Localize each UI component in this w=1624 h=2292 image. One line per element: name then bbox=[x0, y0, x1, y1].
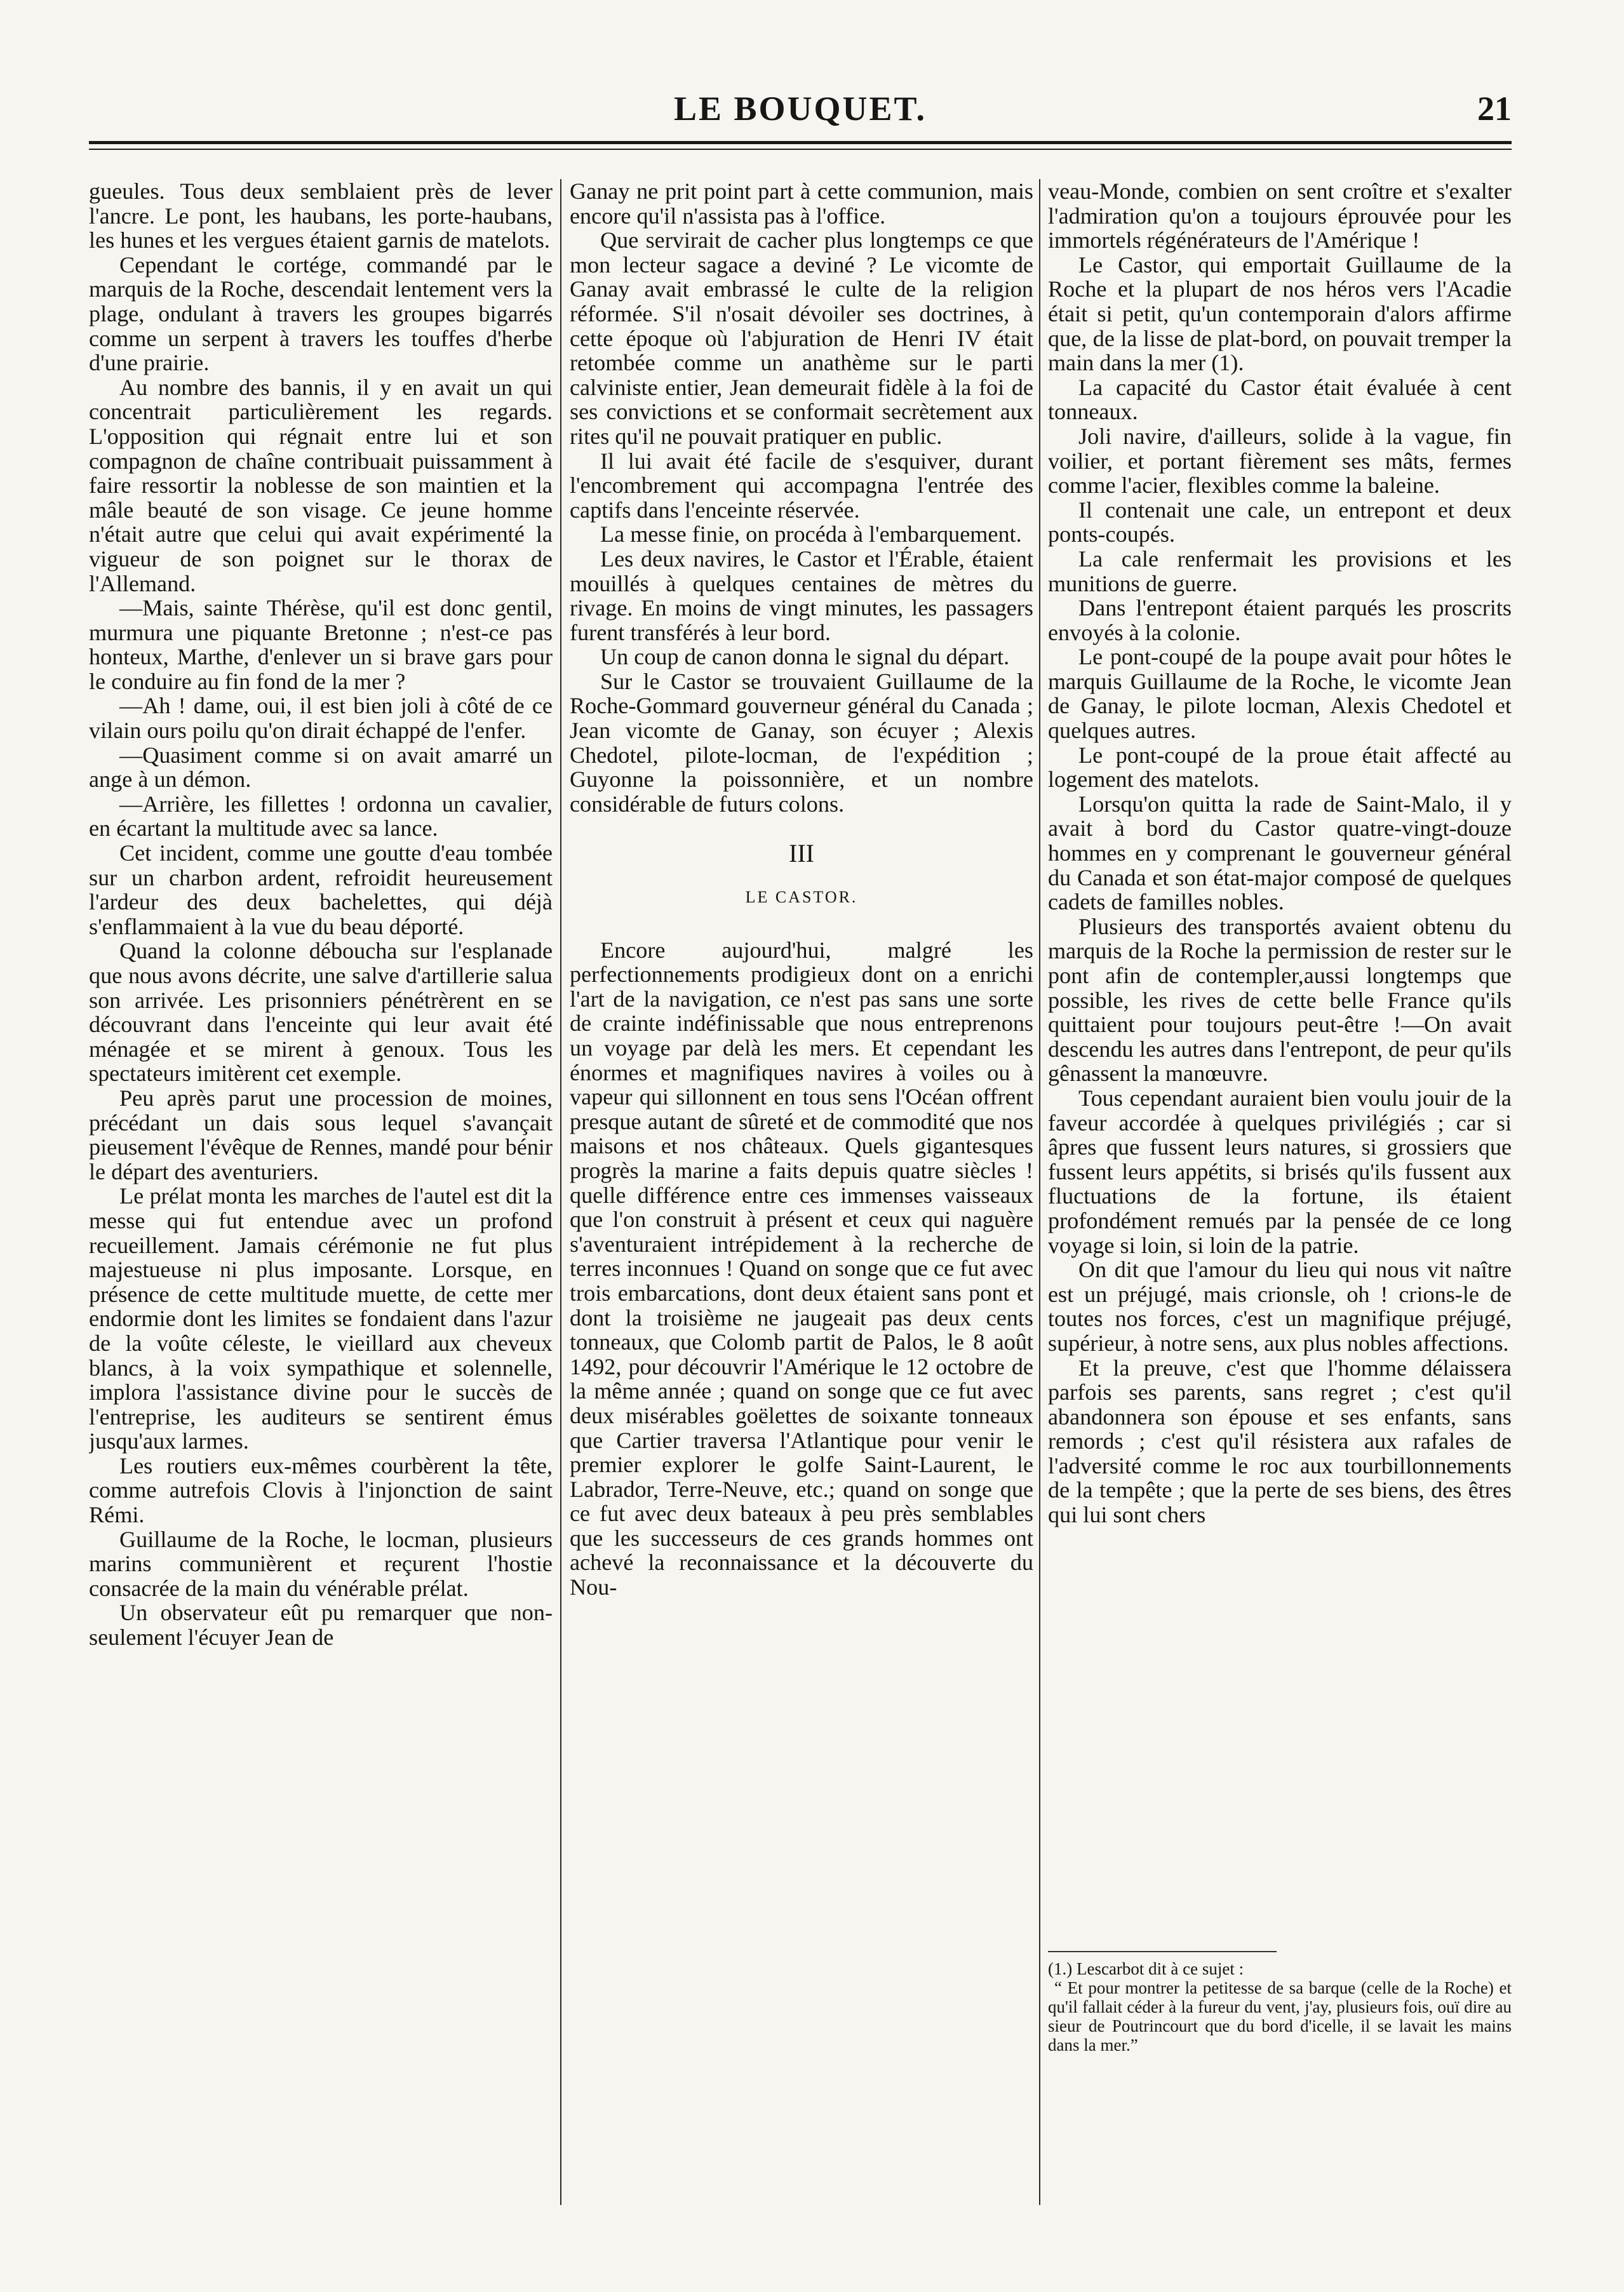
paragraph: Le prélat monta les marches de l'autel est dit la messe qui fut entendue avec un profond recueillement. Jamais cérémonie ne fut plus majestueuse ni plus imposante. Lorsque, en présence de cette multitude muette, de cette mer endormie dont les limites se fondaient dans l'azur de la voûte céleste, le vieillard aux cheveux blancs, à la voix sympathique et solennelle, implora l'assistance divine pour le succès de l'entreprise, les auditeurs se sentirent émus jusqu'aux larmes. bbox=[89, 1183, 553, 1454]
running-head bbox=[89, 89, 1512, 133]
paragraph: Sur le Castor se trouvaient Guillaume de la Roche-Gommard gouverneur général du Canada ; Jean vicomte de Ganay, son écuyer ; Alexis Chedotel, pilote-locman, de l'expédition ; Guyonne la poissonnière, et un nombre considérable de futurs colons. bbox=[570, 668, 1033, 817]
paragraph: gueules. Tous deux semblaient près de lever l'ancre. Le pont, les haubans, les porte-haubans, les hunes et les vergues étaient garnis de matelots. bbox=[89, 179, 553, 253]
paragraph: —Arrière, les fillettes ! ordonna un cavalier, en écartant la multitude avec sa lance. bbox=[89, 791, 553, 841]
paragraph: Et la preuve, c'est que l'homme délaissera parfois ses parents, sans regret ; c'est qu'il abandonnera son épouse et ses enfants, sans remords ; c'est qu'il résistera aux rafales de l'adversité comme le roc aux tourbillonnements de la tempête ; que la perte de ses biens, des êtres qui lui sont chers bbox=[1048, 1355, 1512, 1528]
paragraph: On dit que l'amour du lieu qui nous vit naître est un préjugé, mais crionsle, oh ! crions-le de toutes nos forces, c'est un magnifique préjugé, supérieur, à notre sens, aux plus nobles affections. bbox=[1048, 1257, 1512, 1356]
paragraph: Peu après parut une procession de moines, précédant un dais sous lequel s'avançait pieusement l'évêque de Rennes, mandé pour bénir le départ des aventuriers. bbox=[89, 1085, 553, 1184]
paragraph: Les routiers eux-mêmes courbèrent la tête, comme autrefois Clovis à l'injonction de saint Rémi. bbox=[89, 1452, 553, 1528]
header-rule-thin bbox=[89, 149, 1512, 150]
footnote-lead: (1.) Lescarbot dit à ce sujet : bbox=[1048, 1959, 1244, 1978]
paragraph: Plusieurs des transportés avaient obtenu du marquis de la Roche la permission de rester sur le pont afin de contempler,aussi longtemps que possible, les rives de cette belle France qu'ils quittaient pour toujours peut-être !—On avait descendu les autres dans l'entrepont, de peur qu'ils gênassent la manœuvre. bbox=[1048, 913, 1512, 1087]
paragraph: —Mais, sainte Thérèse, qu'il est donc gentil, murmura une piquante Bretonne ; n'est-ce pas honteux, Marthe, d'enlever un si brave gars pour le conduire au fin fond de la mer ? bbox=[89, 595, 553, 694]
paragraph: Il lui avait été facile de s'esquiver, durant l'encombrement qui accompagna l'entrée des captifs dans l'enceinte réservée. bbox=[570, 448, 1033, 523]
paragraph: Tous cependant auraient bien voulu jouir de la faveur accordée à quelques privilégiés ; car si âpres que fussent leurs natures, si grossiers que fussent leurs appétits, si brisés qu'ils fussent aux fluctuations de la fortune, ils étaient profondément remués par la pensée de ce long voyage si loin, si loin de la patrie. bbox=[1048, 1085, 1512, 1258]
column-2 bbox=[570, 179, 1033, 2218]
paragraph: La messe finie, on procéda à l'embarquement. bbox=[600, 521, 1022, 547]
paragraph: Le pont-coupé de la proue était affecté au logement des matelots. bbox=[1048, 742, 1512, 793]
paragraph: Encore aujourd'hui, malgré les perfectionnements prodigieux dont on a enrichi l'art de la navigation, ce n'est pas sans une sorte de crainte indéfinissable que nous entreprenons un voyage par delà les mers. Et cependant les énormes et magnifiques navires à voiles ou à vapeur qui sillonnent en tous sens l'Océan offrent presque autant de sûreté et de commodité que nos maisons et nos châteaux. Quels gigantesques progrès la marine a faits depuis quatre siècles ! quelle différence entre ces immenses vaisseaux que l'on construit à présent et ceux qui naguère s'aventuraient intrépidement à la recherche de terres inconnues ! Quand on songe que ce fut avec trois embarcations, dont deux étaient sans pont et dont la troisième ne jaugeait pas deux cents tonneaux, que Colomb partit de Palos, le 8 août 1492, pour découvrir l'Amérique le 12 octobre de la même année ; quand on songe que ce fut avec deux misérables goëlettes de soixante tonneaux que Cartier traversa l'Atlantique pour venir le premier explorer le golfe Saint-Laurent, le Labrador, Terre-Neuve, etc.; quand on songe que ce fut avec deux bateaux à peu près semblables que les successeurs de ces grands hommes ont achevé la reconnaissance et la découverte du Nou- bbox=[570, 937, 1033, 1600]
paragraph: Que servirait de cacher plus longtemps ce que mon lecteur sagace a deviné ? Le vicomte de Ganay avait embrassé le culte de la religion réformée. S'il n'osait dévoiler ses doctrines, à cette époque où l'abjuration de Henri IV était retombée comme un anathème sur le parti calviniste entier, Jean demeurait fidèle à la foi de ses convictions et se conformait secrètement aux rites qu'il ne pouvait pratiquer en public. bbox=[570, 227, 1033, 449]
paragraph: Joli navire, d'ailleurs, solide à la vague, fin voilier, et portant fièrement ses mâts, fermes comme l'acier, flexibles comme la baleine. bbox=[1048, 423, 1512, 499]
paragraph: Lorsqu'on quitta la rade de Saint-Malo, il y avait à bord du Castor quatre-vingt-douze hommes en y comprenant le gouverneur général du Canada et son état-major composé de quelques cadets de familles nobles. bbox=[1048, 791, 1512, 915]
column-divider-1 bbox=[560, 179, 561, 2205]
paragraph: Cet incident, comme une goutte d'eau tombée sur un charbon ardent, refroidit heureusement l'ardeur des deux bachelettes, qui déjà s'enflammaient à la vue du beau déporté. bbox=[89, 840, 553, 939]
paragraph: veau-Monde, combien on sent croître et s'exalter l'admiration qu'on a toujours éprouvée pour les immortels régénérateurs de l'Amérique ! bbox=[1048, 179, 1512, 253]
paragraph: Cependant le cortége, commandé par le marquis de la Roche, descendait lentement vers la plage, ondulant à travers les groupes bigarrés comme un serpent à travers les touffes d'herbe d'une prairie. bbox=[89, 251, 553, 376]
paragraph: Les deux navires, le Castor et l'Érable, étaient mouillés à quelques centaines de mètres du rivage. En moins de vingt minutes, les passagers furent transférés à leur bord. bbox=[570, 546, 1033, 645]
paragraph: Le Castor, qui emportait Guillaume de la Roche et la plupart de nos héros vers l'Acadie était si petit, qu'un contemporain d'alors affirme que, de la lisse de plat-bord, on pouvait tremper la main dans la mer (1). bbox=[1048, 251, 1512, 376]
paragraph: La cale renfermait les provisions et les munitions de guerre. bbox=[1048, 546, 1512, 596]
paragraph: La capacité du Castor était évaluée à cent tonneaux. bbox=[1048, 374, 1512, 425]
paragraph: Le pont-coupé de la poupe avait pour hôtes le marquis Guillaume de la Roche, le vicomte Jean de Ganay, le pilote locman, Alexis Chedotel et quelques autres. bbox=[1048, 644, 1512, 744]
column-3 bbox=[1048, 179, 1512, 2218]
footnote-quote: “ Et pour montrer la petitesse de sa barque (celle de la Roche) et qu'il fallait céder à la fureur du vent, j'ay, plusieurs fois, ouï dire au sieur de Poutrincourt que du bord d'icelle, il se lavait les mains dans la mer.” bbox=[1048, 1978, 1512, 2054]
paragraph: —Ah ! dame, oui, il est bien joli à côté de ce vilain ours poilu qu'on dirait échappé de l'enfer. bbox=[89, 693, 553, 744]
paragraph: Quand la colonne déboucha sur l'esplanade que nous avons décrite, une salve d'artillerie salua son arrivée. Les prisonniers pénétrèrent en se découvrant dans l'enceinte qui leur avait été ménagée et se mirent à genoux. Tous les spectateurs imitèrent cet exemple. bbox=[89, 938, 553, 1087]
page-number: 21 bbox=[1477, 90, 1512, 128]
footnote-rule bbox=[1048, 1951, 1277, 1952]
column-divider-2 bbox=[1039, 179, 1040, 2205]
paragraph: Au nombre des bannis, il y en avait un qui concentrait particulièrement les regards. L'opposition qui régnait entre lui et son compagnon de chaîne contribuait puissamment à faire ressortir la noblesse de son maintien et la mâle beauté de son visage. Ce jeune homme n'était autre que celui qui avait expérimenté la vigueur de son poignet sur le thorax de l'Allemand. bbox=[89, 374, 553, 596]
paragraph: Ganay ne prit point part à cette communion, mais encore qu'il n'assista pas à l'office. bbox=[570, 179, 1033, 229]
paragraph: —Quasiment comme si on avait amarré un ange à un démon. bbox=[89, 742, 553, 793]
paragraph: Un observateur eût pu remarquer que non-seulement l'écuyer Jean de bbox=[89, 1600, 553, 1651]
paragraph: Il contenait une cale, un entrepont et deux ponts-coupés. bbox=[1048, 497, 1512, 547]
paragraph: Guillaume de la Roche, le locman, plusieurs marins communièrent et reçurent l'hostie consacrée de la main du vénérable prélat. bbox=[89, 1526, 553, 1601]
paragraph: Dans l'entrepont étaient parqués les proscrits envoyés à la colonie. bbox=[1048, 595, 1512, 645]
column-1 bbox=[89, 179, 553, 2218]
paragraph: Un coup de canon donna le signal du départ. bbox=[600, 644, 1010, 670]
section-number: III bbox=[789, 839, 814, 868]
running-title: LE BOUQUET. bbox=[673, 90, 927, 128]
footnote bbox=[1048, 1959, 1512, 2054]
section-title: LE CASTOR. bbox=[745, 888, 858, 907]
header-rule-thick bbox=[89, 141, 1512, 144]
